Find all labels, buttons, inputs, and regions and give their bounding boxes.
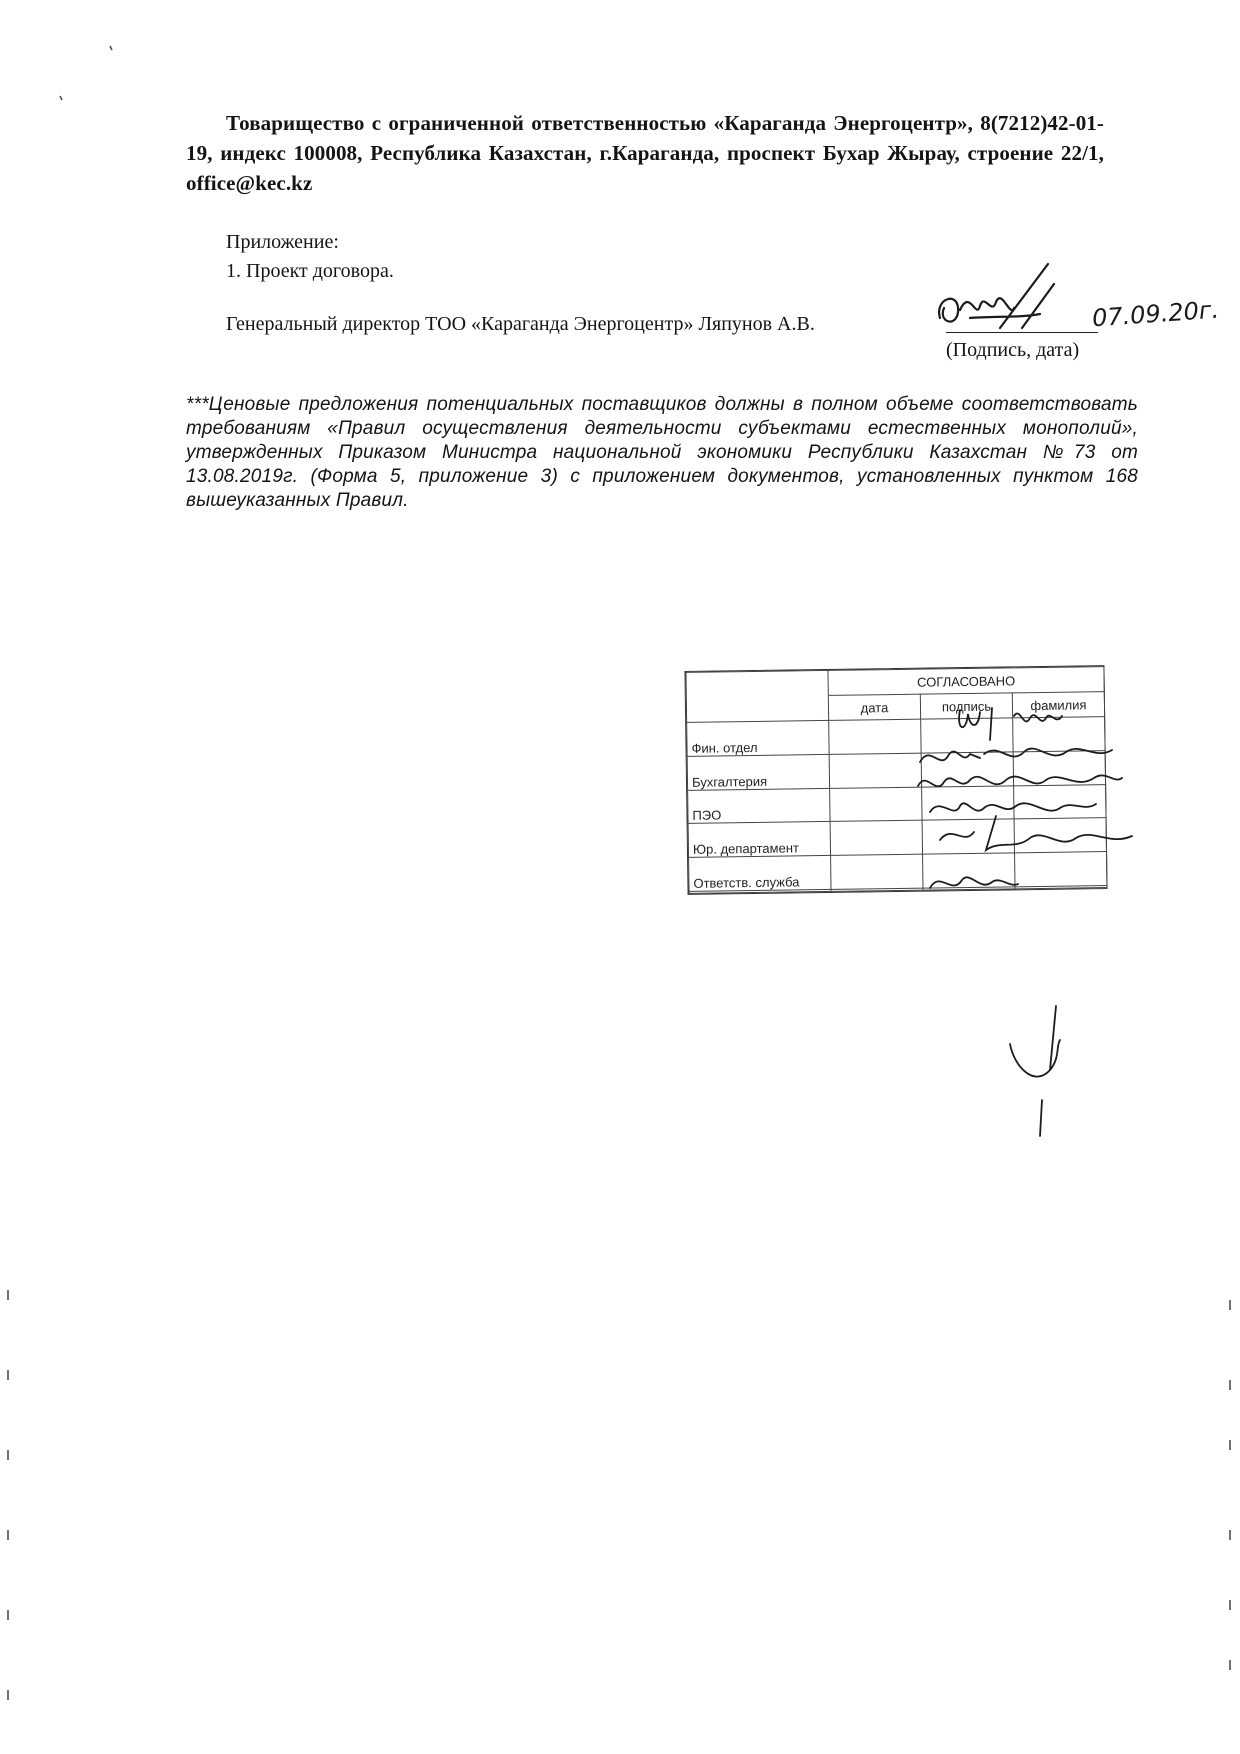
stamp-col-date: дата	[828, 694, 920, 720]
stamp-title: СОГЛАСОВАНО	[828, 667, 1104, 696]
stamp-row-label: Фин. отдел	[687, 720, 829, 756]
handwritten-mark	[1000, 1000, 1080, 1140]
stamp-row-label: ПЭО	[688, 788, 830, 824]
signature-underline	[946, 332, 1098, 333]
footnote: ***Ценовые предложения потенциальных поставщиков должны в полном объеме соответствовать требованиям «Правил осуществления деятельности субъектами естественных монополий», утвержденных Приказом Министра национальной экономики Республики Казахстан №73 от 13.08.2019г. (Форма 5, приложение 3) с приложением документов, установленных пунктом 168 вышеуказанных Правил.	[186, 394, 1138, 511]
stamp-cell	[1015, 852, 1107, 887]
approval-table	[685, 666, 1107, 894]
stamp-cell	[922, 819, 1014, 854]
stamp-empty-head	[686, 695, 828, 722]
stamp-row-label: Бухгалтерия	[687, 754, 829, 790]
approval-stamp	[684, 665, 1107, 895]
stamp-col-surname: фамилия	[1012, 692, 1104, 718]
stamp-cell	[831, 888, 923, 891]
stamp-cell	[1014, 818, 1106, 853]
stamp-cell	[922, 785, 1014, 820]
stamp-cell	[829, 753, 921, 788]
stamp-cell	[1013, 750, 1105, 785]
signature-date: 07.09.20г.	[1091, 295, 1220, 333]
stamp-cell	[1014, 784, 1106, 819]
signature-caption: (Подпись, дата)	[946, 339, 1080, 361]
director-signature-line: Генеральный директор ТОО «Караганда Энергоцентр» Ляпунов А.В.	[226, 313, 815, 335]
director-handwritten-signature	[930, 258, 1060, 340]
attachments-section	[226, 228, 394, 286]
stamp-col-signature: подпись	[920, 693, 1012, 719]
attachments-title: Приложение:	[226, 231, 339, 253]
stamp-empty-corner	[686, 670, 828, 697]
stamp-cell	[829, 719, 921, 754]
stamp-cell	[830, 820, 922, 855]
attachment-item: 1. Проект договора.	[226, 260, 394, 282]
stamp-cell	[831, 854, 923, 889]
stamp-cell	[830, 787, 922, 822]
company-header: Товарищество с ограниченной ответственностью «Караганда Энергоцентр», 8(7212)42-01-19, индекс 100008, Республика Казахстан, г.Караганда, проспект Бухар Жырау, строение 22/1, office@kec.kz	[186, 111, 1104, 195]
stamp-cell	[923, 853, 1015, 888]
stamp-cell	[923, 887, 1015, 890]
stamp-cell	[921, 718, 1013, 753]
stamp-cell	[1015, 885, 1107, 888]
stamp-row-label: Ответств. служба	[689, 855, 831, 891]
stamp-cell	[1013, 717, 1105, 752]
stamp-row-label: Юр. департамент	[688, 822, 830, 858]
stamp-cell	[921, 752, 1013, 787]
